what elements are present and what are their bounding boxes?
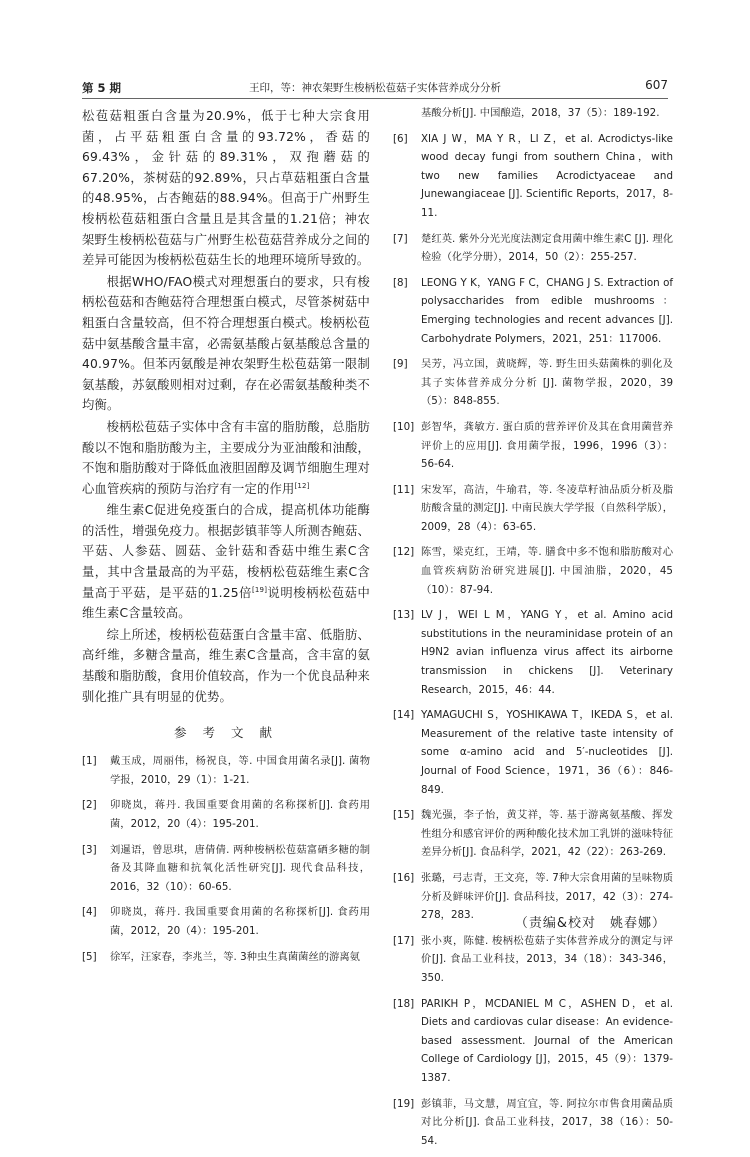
reference-text: 彭智华，龚敏方. 蛋白质的营养评价及其在食用菌营养评价上的应用[J]. 食用菌学报，1996，1996（3）：56-64. <box>421 420 673 471</box>
body-paragraph <box>82 417 370 499</box>
reference-item <box>393 481 673 537</box>
reference-text: 张璐，弓志青，王文亮，等. 7种大宗食用菌的呈味物质分析及鲜味评价[J]. 食品科技，2017，42（3）：274-278，283. <box>421 871 673 922</box>
reference-number: [5] <box>82 950 97 963</box>
reference-number: [3] <box>82 843 97 856</box>
paragraph-text: 维生素C促进免疫蛋白的合成，提高机体功能酶的活性，增强免疫力。根据彭镇菲等人所测杏鲍菇、平菇、人参菇、圆菇、金针菇和香菇中维生素C含量，其中含量最高的为平菇，梭柄松苞菇维生素C含量高于平菇，是平菇的1.25倍 <box>82 503 370 600</box>
reference-item <box>393 274 673 348</box>
reference-list-left <box>82 752 370 966</box>
reference-item <box>393 543 673 599</box>
running-title: 王印，等：神农架野生梭柄松苞菇子实体营养成分分析 <box>249 82 501 94</box>
body-paragraph <box>82 500 370 624</box>
reference-text: 卯晓岚，蒋丹. 我国重要食用菌的名称探析[J]. 食药用菌，2012，20（4）：195-201. <box>110 799 370 830</box>
reference-number: [1] <box>82 755 97 768</box>
reference-number: [13] <box>393 609 415 622</box>
editor-note: （责编&校对 姚春娜） <box>514 916 666 931</box>
reference-text: 刘暹语，曾思琪，唐倩倩. 两种梭柄松苞菇富硒多糖的制备及其降血糖和抗氧化活性研究[J]. 现代食品科技，2016，32（10）：60-65. <box>110 843 370 893</box>
reference-text: 基酸分析[J]. 中国酿造，2018，37（5）：189-192. <box>421 107 660 119</box>
reference-text: 宋发军，高洁，牛瑜君，等. 冬凌草籽油品质分析及脂肪酸含量的测定[J]. 中南民族大学学报（自然科学版），2009，28（4）：63-65. <box>421 483 673 533</box>
reference-item <box>393 932 673 988</box>
paragraph-text: 梭柄松苞菇子实体中含有丰富的脂肪酸，总脂肪酸以不饱和脂肪酸为主，主要成分为亚油酸和油酸，不饱和脂肪酸对于降低血液胆固醇及调节细胞生理对心血管疾病的预防与治疗有一定的作用 <box>82 419 370 496</box>
reference-text: 陈雪，梁克红，王靖，等. 膳食中多不饱和脂肪酸对心血管疾病防治研究进展[J]. 中国油脂，2020，45（10）：87-94. <box>421 546 673 596</box>
reference-text: 卯晓岚，蒋丹. 我国重要食用菌的名称探析[J]. 食药用菌，2012，20（4）：195-201. <box>110 906 370 937</box>
body-paragraph: 综上所述，梭柄松苞菇蛋白含量丰富、低脂肪、高纤维，多糖含量高，维生素C含量高，含丰富的氨基酸和脂肪酸，食用价值较高，作为一个优良品种来驯化推广具有明显的优势。 <box>82 627 370 704</box>
reference-number: [18] <box>393 997 415 1010</box>
reference-item <box>393 995 673 1088</box>
body-paragraph: 松苞菇粗蛋白含量为20.9%，低于七种大宗食用菌，占平菇粗蛋白含量的93.72%，香菇的69.43%，金针菇的89.31%，双孢蘑菇的67.20%，茶树菇的92.89%，只占草菇粗蛋白含量的48.95%，占杏鲍菇的88.94%。但高于广州野生梭柄松苞菇粗蛋白含量且是其含量的1.21倍；神农架野生梭柄松苞菇与广州野生松苞菇营养成分之间的差异可能因为梭柄松苞菇生长的地理环境所导致的。 <box>82 109 370 268</box>
reference-number: [17] <box>393 934 415 947</box>
reference-number: [15] <box>393 809 415 822</box>
body-paragraph: 根据WHO/FAO模式对理想蛋白的要求，只有梭柄松苞菇和杏鲍菇符合理想蛋白模式，尽管茶树菇中粗蛋白含量较高，但不符合理想蛋白模式。梭柄松苞菇中氨基酸含量丰富，必需氨基酸占氨基酸总含量的40.97%。但苯丙氨酸是神农架野生松苞菇第一限制氨基酸，苏氨酸则相对过剩，存在必需氨基酸种类不均衡。 <box>82 274 370 413</box>
reference-continuation <box>393 104 673 123</box>
reference-item <box>393 355 673 411</box>
page-number: 607 <box>645 78 668 92</box>
citation: [12] <box>294 481 310 490</box>
reference-item <box>393 130 673 223</box>
reference-number: [7] <box>393 232 408 245</box>
reference-item <box>82 841 370 897</box>
reference-text: 魏光强，李子怡，黄艾祥，等. 基于游离氨基酸、挥发性组分和感官评价的两种酸化技术加工乳饼的滋味特征差异分析[J]. 食品科学，2021，42（22）：263-269. <box>421 809 673 859</box>
reference-text: 彭镇菲，马文慧，周宜宜，等. 阿拉尔市售食用菌品质对比分析[J]. 食品工业科技，2017，38（16）：50-54. <box>421 1097 673 1147</box>
reference-number: [2] <box>82 799 97 812</box>
reference-number: [8] <box>393 276 408 289</box>
reference-item <box>393 230 673 267</box>
references-heading: 参 考 文 献 <box>174 725 278 741</box>
issue-number: 第 5 期 <box>82 81 122 95</box>
reference-text: 徐军，汪家春，李兆兰，等. 3种虫生真菌菌丝的游离氨 <box>110 950 360 963</box>
reference-item <box>82 796 370 833</box>
reference-number: [11] <box>393 483 415 496</box>
reference-number: [16] <box>393 871 415 884</box>
reference-text: PARIKH P，MCDANIEL M C，ASHEN D，et al. Diets and cardiovas cular disease：An evidence-based assessment. Journal of the American College of Cardiology [J]，2015，45（9）：1379-1387. <box>421 997 673 1084</box>
reference-item <box>82 903 370 940</box>
reference-item <box>393 806 673 862</box>
reference-text: XIA J W，MA Y R，LI Z，et al. Acrodictys-like wood decay fungi from southern China，with two new families Acrodictyaceae and Junewangiaceae [J]. Scientific Reports，2017，8-11. <box>421 132 673 219</box>
reference-text: 戴玉成，周丽伟，杨祝良，等. 中国食用菌名录[J]. 菌物学报，2010，29（1）：1-21. <box>110 755 370 786</box>
running-header <box>82 74 668 99</box>
right-column <box>393 104 673 1157</box>
reference-number: [12] <box>393 546 415 559</box>
reference-number: [4] <box>82 906 97 919</box>
paragraph-text: 说明梭柄松苞菇中维生素C含量较高。 <box>82 585 370 621</box>
reference-item <box>393 418 673 474</box>
reference-item <box>82 752 370 789</box>
reference-item <box>393 1095 673 1151</box>
left-column <box>82 106 370 973</box>
reference-item <box>393 706 673 799</box>
reference-item <box>393 606 673 699</box>
reference-number: [6] <box>393 132 408 145</box>
reference-text: LEONG Y K，YANG F C，CHANG J S. Extraction of polysaccharides from edible mushrooms：Emerging technologies and recent advances [J]. Carbohydrate Polymers，2021，251：117006. <box>421 276 673 345</box>
reference-item <box>82 948 370 967</box>
reference-number: [19] <box>393 1097 415 1110</box>
reference-text: 吴芳，冯立国，黄晓辉，等. 野生田头菇菌株的驯化及其子实体营养成分分析 [J]. 菌物学报，2020，39（5）：848-855. <box>421 358 673 408</box>
reference-text: 楚红英. 紫外分光光度法测定食用菌中维生素C [J]. 理化检验（化学分册），2014，50（2）：255-257. <box>421 232 673 264</box>
reference-text: 张小爽，陈健. 梭柄松苞菇子实体营养成分的测定与评价[J]. 食品工业科技，2013，34（18）：343-346，350. <box>421 934 673 984</box>
reference-number: [10] <box>393 420 415 433</box>
reference-number: [14] <box>393 709 415 722</box>
reference-text: LV J，WEI L M，YANG Y，et al. Amino acid substitutions in the neuraminidase protein of an H9N2 avian influenza virus affect its airborne transmission in chickens [J]. Veterinary Research，2015，46：44. <box>421 609 673 696</box>
reference-text: YAMAGUCHI S，YOSHIKAWA T，IKEDA S，et al. Measurement of the relative taste intensity of some α-amino acid and 5′-nucleotides [J]. Journal of Food Science，1971，36（6）：846-849. <box>421 709 673 796</box>
reference-number: [9] <box>393 358 408 371</box>
citation: [19] <box>251 585 268 594</box>
